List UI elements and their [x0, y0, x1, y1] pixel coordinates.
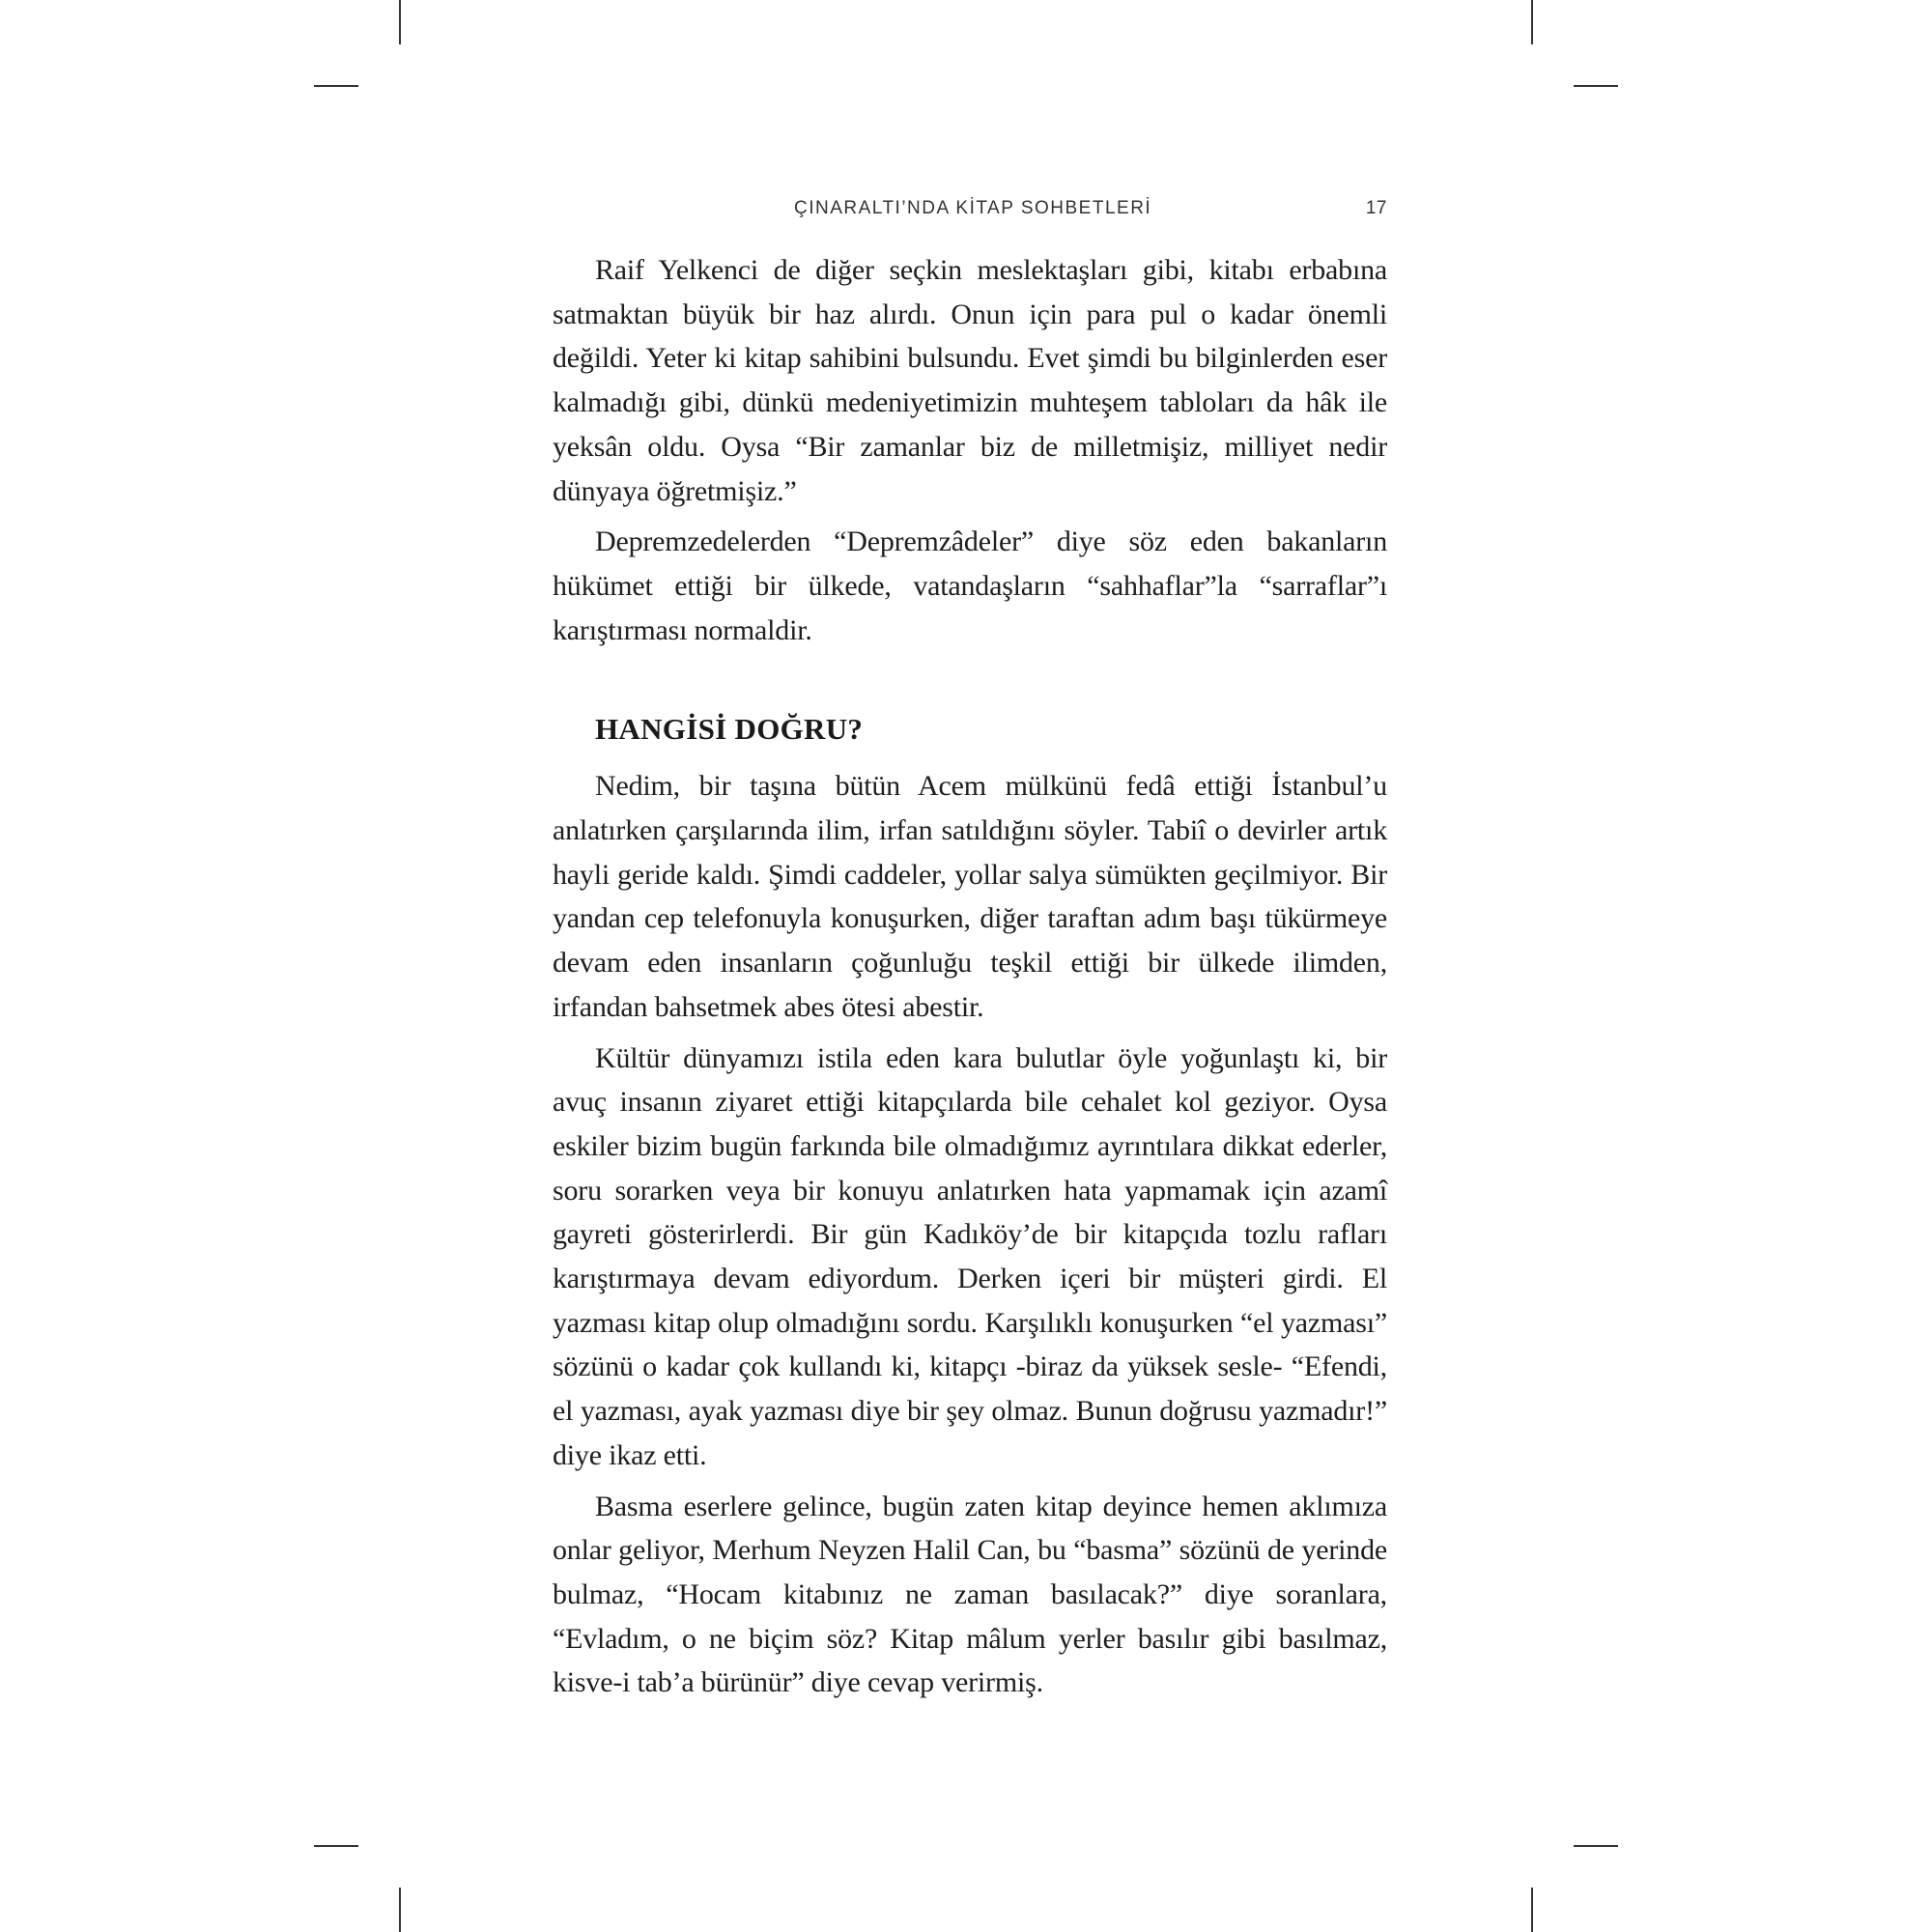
book-page	[553, 198, 1387, 1712]
crop-mark-left-upper	[314, 85, 358, 87]
running-title: ÇINARALTI’NDA KİTAP SOHBETLERİ	[794, 198, 1152, 218]
crop-mark-bottom-right	[1531, 1888, 1533, 1932]
crop-mark-top-left	[399, 0, 401, 44]
paragraph: Raif Yelkenci de diğer seçkin meslektaşları gibi, kitabı erbabına satmaktan büyük bir haz alırdı. Onun için para pul o kadar önemli değildi. Yeter ki kitap sahibini bulsundu. Evet şimdi bu bilginlerden eser kalmadığı gibi, dünkü medeniyetimizin muhteşem tabloları da hâk ile yeksân oldu. Oysa “Bir zamanlar biz de milletmişiz, milliyet nedir dünyaya öğretmişiz.”	[553, 254, 1387, 507]
crop-mark-right-upper	[1574, 85, 1618, 87]
running-head	[553, 198, 1387, 227]
crop-mark-top-right	[1531, 0, 1533, 44]
paragraph: Basma eserlere gelince, bugün zaten kitap deyince hemen aklımıza onlar geliyor, Merhum Neyzen Halil Can, bu “basma” sözünü de yerinde bulmaz, “Hocam kitabınız ne zaman basılacak?” diye soranlara, “Evladım, o ne biçim söz? Kitap mâlum yerler basılır gibi basılmaz, kisve-i tab’a bürünür” diye cevap verirmiş.	[553, 1490, 1387, 1699]
crop-mark-bottom-left	[399, 1888, 401, 1932]
body-text	[553, 248, 1387, 1705]
crop-mark-right-lower	[1574, 1845, 1618, 1847]
paragraph: Depremzedelerden “Depremzâdeler” diye söz eden bakanların hükümet ettiği bir ülkede, vatandaşların “sahhaflar”la “sarraflar”ı karıştırması normaldir.	[553, 526, 1387, 646]
crop-mark-left-lower	[314, 1845, 358, 1847]
paragraph: Nedim, bir taşına bütün Acem mülkünü fedâ ettiği İstanbul’u anlatırken çarşılarında ilim, irfan satıldığını söyler. Tabiî o devirler artık hayli geride kaldı. Şimdi caddeler, yollar salya sümükten geçilmiyor. Bir yandan cep telefonuyla konuşurken, diğer taraftan adım başı tükürmeye devam eden insanların çoğunluğu teşkil ettiği bir ülkede ilimden, irfandan bahsetmek abes ötesi abestir.	[553, 770, 1387, 1023]
paragraph: Kültür dünyamızı istila eden kara bulutlar öyle yoğunlaştı ki, bir avuç insanın ziyaret ettiği kitapçılarda bile cehalet kol geziyor. Oysa eskiler bizim bugün farkında bile olmadığımız ayrıntılara dikkat ederler, soru sorarken veya bir konuyu anlatırken hata yapmamak için azamî gayreti gösterirlerdi. Bir gün Kadıköy’de bir kitapçıda tozlu rafları karıştırmaya devam ediyordum. Derken içeri bir müşteri girdi. El yazması kitap olup olmadığını sordu. Karşılıklı konuşurken “el yazması” sözünü o kadar çok kullandı ki, kitapçı -biraz da yüksek sesle- “Efendi, el yazması, ayak yazması diye bir şey olmaz. Bunun doğrusu yazmadır!” diye ikaz etti.	[553, 1041, 1387, 1471]
section-heading: HANGİSİ DOĞRU?	[595, 712, 864, 747]
page-number: 17	[1365, 198, 1387, 218]
